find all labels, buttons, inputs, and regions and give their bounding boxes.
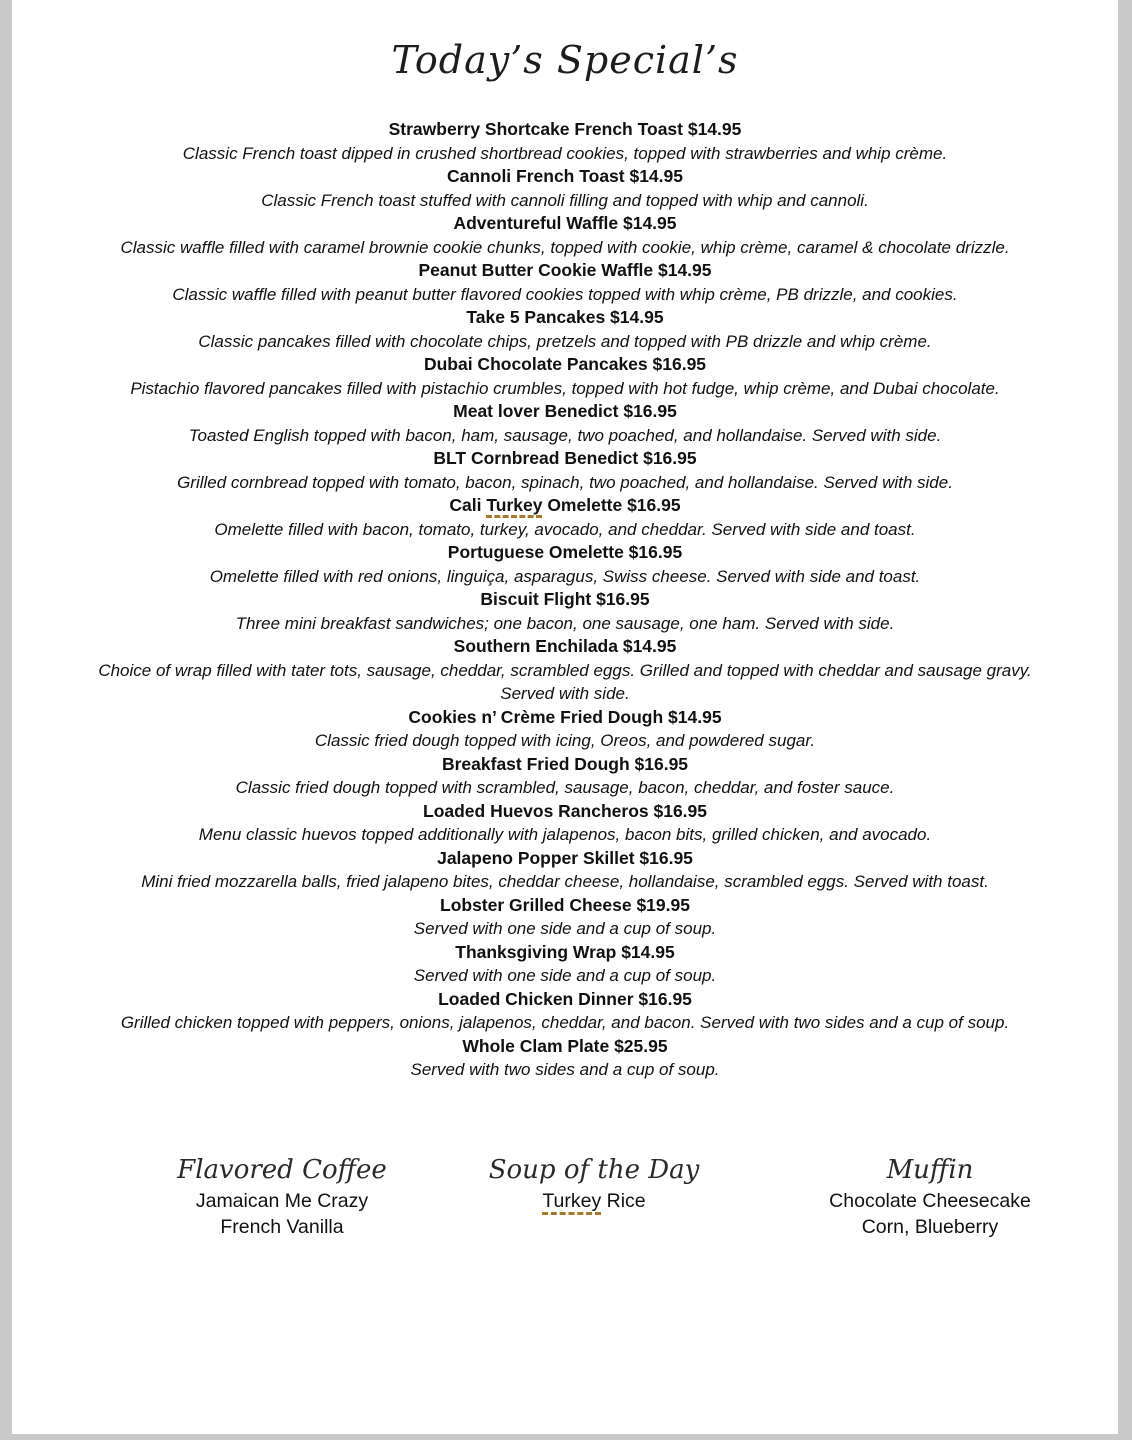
menu-item [12, 494, 1118, 541]
menu-item [12, 118, 1118, 165]
item-name: Dubai Chocolate Pancakes $16.95 [423, 354, 707, 374]
item-description: Omelette filled with bacon, tomato, turkey, avocado, and cheddar. Served with side and toast. [214, 519, 916, 539]
item-description: Classic pancakes filled with chocolate chips, pretzels and topped with PB drizzle and whip crème. [198, 331, 932, 351]
item-name-suffix: Omelette $16.95 [542, 495, 681, 515]
spellcheck-underline: Turkey [486, 495, 542, 518]
spellcheck-underline: Turkey [542, 1190, 601, 1215]
menu-item [12, 635, 1118, 706]
item-description: Served with two sides and a cup of soup. [410, 1060, 720, 1079]
item-description: Classic fried dough topped with scrambled, sausage, bacon, cheddar, and foster sauce. [235, 778, 895, 797]
item-name-prefix: Cali [449, 495, 487, 515]
item-description: Classic French toast stuffed with cannoli filling and topped with whip and cannoli. [261, 190, 869, 210]
menu-item [12, 1035, 1118, 1082]
item-name: Thanksgiving Wrap $14.95 [455, 941, 675, 962]
coffee-flavor: Jamaican Me Crazy [195, 1190, 369, 1212]
item-description: Three mini breakfast sandwiches; one bacon, one sausage, one ham. Served with side. [235, 613, 895, 633]
muffin-flavor: Chocolate Cheesecake [829, 1190, 1031, 1212]
item-name: Whole Clam Plate $25.95 [462, 1035, 668, 1056]
flavored-coffee-heading: Flavored Coffee [177, 1155, 387, 1185]
menu-item [12, 894, 1118, 941]
menu-item [12, 941, 1118, 988]
soup-of-the-day-heading: Soup of the Day [488, 1155, 700, 1185]
menu-item [12, 400, 1118, 447]
item-name: Strawberry Shortcake French Toast $14.95 [388, 119, 742, 139]
item-description: Classic waffle filled with peanut butter flavored cookies topped with whip crème, PB drizzle, and cookies. [172, 284, 958, 304]
muffin-flavor: Corn, Blueberry [861, 1216, 999, 1238]
item-name: Breakfast Fried Dough $16.95 [441, 753, 689, 774]
page-title: Today’s Special’s [391, 38, 739, 82]
specials-list [12, 118, 1118, 1082]
item-name: Cookies n’ Crème Fried Dough $14.95 [408, 706, 722, 727]
menu-item [12, 588, 1118, 635]
item-name: Loaded Chicken Dinner $16.95 [438, 988, 692, 1009]
menu-item [12, 353, 1118, 400]
soup-of-the-day-section [484, 1152, 704, 1214]
item-name: BLT Cornbread Benedict $16.95 [433, 448, 697, 468]
item-name: Cannoli French Toast $14.95 [447, 166, 683, 186]
menu-item [12, 706, 1118, 753]
item-name: Take 5 Pancakes $14.95 [466, 307, 664, 327]
item-name: Southern Enchilada $14.95 [453, 636, 677, 656]
menu-item [12, 800, 1118, 847]
item-name: Peanut Butter Cookie Waffle $14.95 [418, 260, 712, 280]
item-name: Biscuit Flight $16.95 [480, 589, 650, 609]
item-description: Classic fried dough topped with icing, Oreos, and powdered sugar. [314, 731, 816, 750]
item-description: Classic French toast dipped in crushed shortbread cookies, topped with strawberries and whip crème. [182, 143, 948, 163]
item-description: Pistachio flavored pancakes filled with pistachio crumbles, topped with hot fudge, whip crème, and Dubai chocolate. [130, 378, 1000, 398]
flavored-coffee-section [172, 1152, 392, 1240]
item-name [12, 494, 1118, 518]
coffee-flavor: French Vanilla [220, 1216, 344, 1238]
item-name: Meat lover Benedict $16.95 [453, 401, 677, 421]
item-description: Served with one side and a cup of soup. [413, 919, 717, 938]
item-name: Lobster Grilled Cheese $19.95 [440, 894, 690, 915]
item-description: Toasted English topped with bacon, ham, sausage, two poached, and hollandaise. Served with side. [188, 425, 942, 445]
menu-item [12, 541, 1118, 588]
menu-item [12, 847, 1118, 894]
item-name: Loaded Huevos Rancheros $16.95 [423, 800, 707, 821]
menu-item [12, 447, 1118, 494]
soup-name [484, 1188, 704, 1214]
soup-name-rest: Rice [601, 1190, 646, 1212]
muffin-section [820, 1152, 1040, 1240]
menu-item [12, 259, 1118, 306]
item-name: Jalapeno Popper Skillet $16.95 [437, 847, 693, 868]
item-name: Portuguese Omelette $16.95 [447, 542, 683, 562]
item-description-line2: Served with side. [500, 684, 630, 703]
item-description: Classic waffle filled with caramel brownie cookie chunks, topped with cookie, whip crème, caramel & chocolate drizzle. [120, 237, 1010, 257]
menu-item [12, 212, 1118, 259]
menu-item [12, 753, 1118, 800]
menu-page [12, 0, 1118, 1434]
menu-item [12, 988, 1118, 1035]
item-description: Choice of wrap filled with tater tots, sausage, cheddar, scrambled eggs. Grilled and topped with cheddar and sausage gravy. [98, 660, 1032, 680]
item-description: Served with one side and a cup of soup. [413, 966, 717, 985]
menu-item [12, 165, 1118, 212]
muffin-heading: Muffin [886, 1155, 974, 1185]
item-name: Adventureful Waffle $14.95 [453, 213, 677, 233]
item-description: Grilled cornbread topped with tomato, bacon, spinach, two poached, and hollandaise. Served with side. [177, 472, 953, 492]
menu-item [12, 306, 1118, 353]
item-description: Menu classic huevos topped additionally with jalapenos, bacon bits, grilled chicken, and avocado. [198, 825, 932, 844]
item-description: Grilled chicken topped with peppers, onions, jalapenos, cheddar, and bacon. Served with two sides and a cup of soup. [120, 1013, 1010, 1032]
item-description: Omelette filled with red onions, linguiça, asparagus, Swiss cheese. Served with side and toast. [209, 566, 921, 586]
item-description: Mini fried mozzarella balls, fried jalapeno bites, cheddar cheese, hollandaise, scrambled eggs. Served with toast. [141, 872, 989, 891]
